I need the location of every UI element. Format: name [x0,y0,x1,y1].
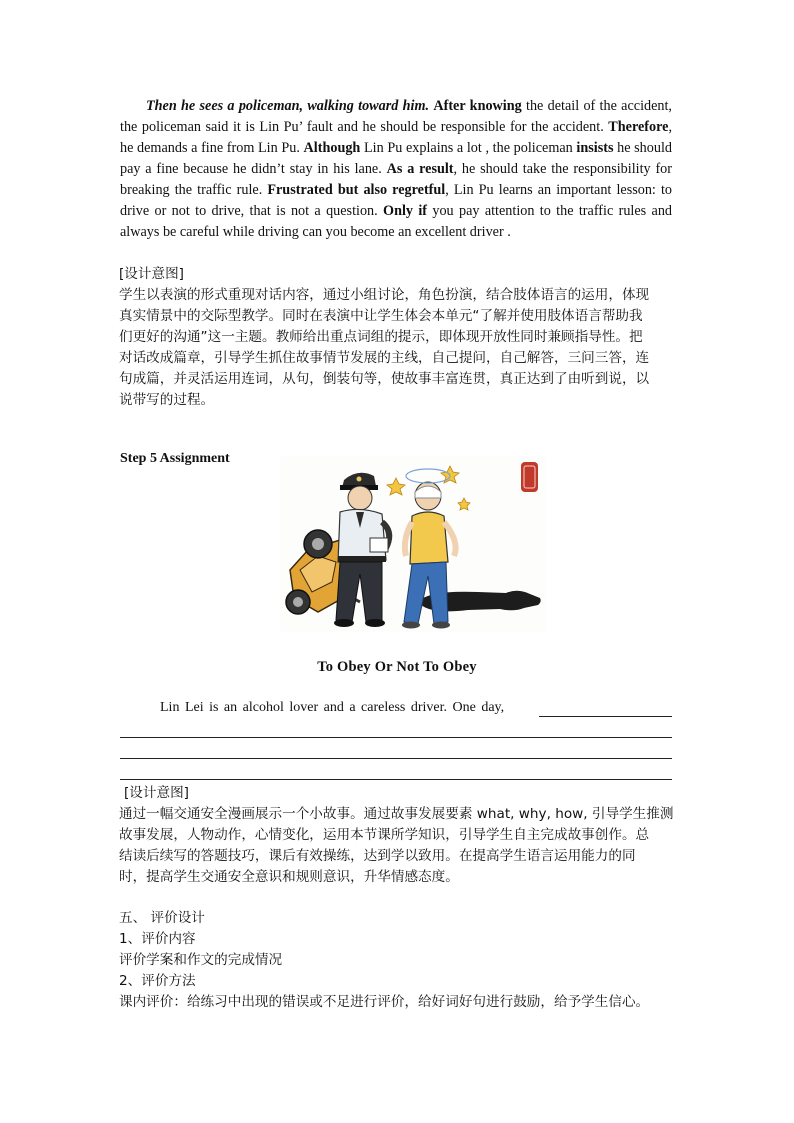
section-heading-evaluation: 五、 评价设计 [119,910,205,926]
connector-although: Although [303,140,361,156]
text-line: 对话改成篇章，引导学生抓住故事情节发展的主线，自己提问，自己解答，三问三答，连 [119,350,650,366]
design-intent-body [119,804,675,888]
connector-therefore: Therefore [608,119,669,135]
text-line: 学生以表演的形式重现对话内容，通过小组讨论，角色扮演，结合肢体语言的运用，体现 [119,287,650,303]
text-line: 真实情景中的交际型教学。同时在表演中让学生体会本单元“了解并使用肢体语言帮助我 [119,308,643,324]
design-intent-body [119,285,675,411]
story-text: Lin Pu explains a lot , the policeman [360,140,577,156]
story-text: , he should take the responsibility for breaking the traffic rule. [120,161,672,198]
writing-blank-line[interactable] [120,779,672,780]
story-text: the detail of the accident, the policeman said it is Lin Pu’ fault and he should be responsible for the accident. [120,98,672,135]
story-paragraph [120,96,672,243]
writing-title: To Obey Or Not To Obey [317,659,477,675]
text-line: 通过一幅交通安全漫画展示一个小故事。通过故事发展要素 what, why, how, 引导学生推测 [119,806,674,822]
step-5-heading: Step 5 Assignment [120,451,230,466]
evaluation-item-2-body: 课内评价：给练习中出现的错误或不足进行评价，给好词好句进行鼓励，给予学生信心。 [119,994,650,1010]
red-seal-stamp [521,462,538,492]
writing-blank-line[interactable] [120,758,672,759]
connector-as-a-result: As a result [386,161,454,177]
evaluation-item-2-heading: 2、评价方法 [119,973,196,989]
story-text: , he demands a fine from Lin Pu. [120,119,672,156]
writing-blank-line[interactable] [120,737,672,738]
writing-blank-line[interactable] [539,716,672,717]
connector-frustrated: Frustrated but also regretful [267,182,446,198]
text-line: 句成篇，并灵活运用连词，从句，倒装句等，使故事丰富连贯，真正达到了由听到说，以 [119,371,650,387]
text-line: 们更好的沟通”这一主题。教师给出重点词组的提示，即体现开放性同时兼顾指导性。把 [119,329,643,345]
text-line: 结读后续写的答题技巧，课后有效操练，达到学以致用。在提高学生语言运用能力的同 [119,848,636,864]
evaluation-item-1-heading: 1、评价内容 [119,931,196,947]
design-intent-heading: [设计意图] [124,785,189,801]
connector-after-knowing: After knowing [433,98,522,114]
text-line: 时，提高学生交通安全意识和规则意识，升华情感态度。 [119,869,459,885]
text-line: 故事发展，人物动作，心情变化，运用本节课所学知识，引导学生自主完成故事创作。总 [119,827,650,843]
story-sentence-1: Then he sees a policeman, walking toward him. [146,98,430,114]
design-intent-heading: [设计意图] [119,266,184,282]
evaluation-item-1-body: 评价学案和作文的完成情况 [119,952,283,968]
connector-insists: insists [576,140,614,156]
writing-prompt: Lin Lei is an alcohol lover and a careless driver. One day, [160,700,505,715]
story-text: you pay attention to the traffic rules and always be careful while driving can you become an excellent driver . [120,203,673,240]
traffic-accident-cartoon [278,452,548,635]
story-text: he should pay a fine because he didn’t stay in his lane. [120,140,672,177]
connector-only-if: Only if [383,203,428,219]
story-text: , Lin Pu learns an important lesson: to drive or not to drive, that is not a question. [120,182,672,219]
text-line: 说带写的过程。 [119,392,215,408]
